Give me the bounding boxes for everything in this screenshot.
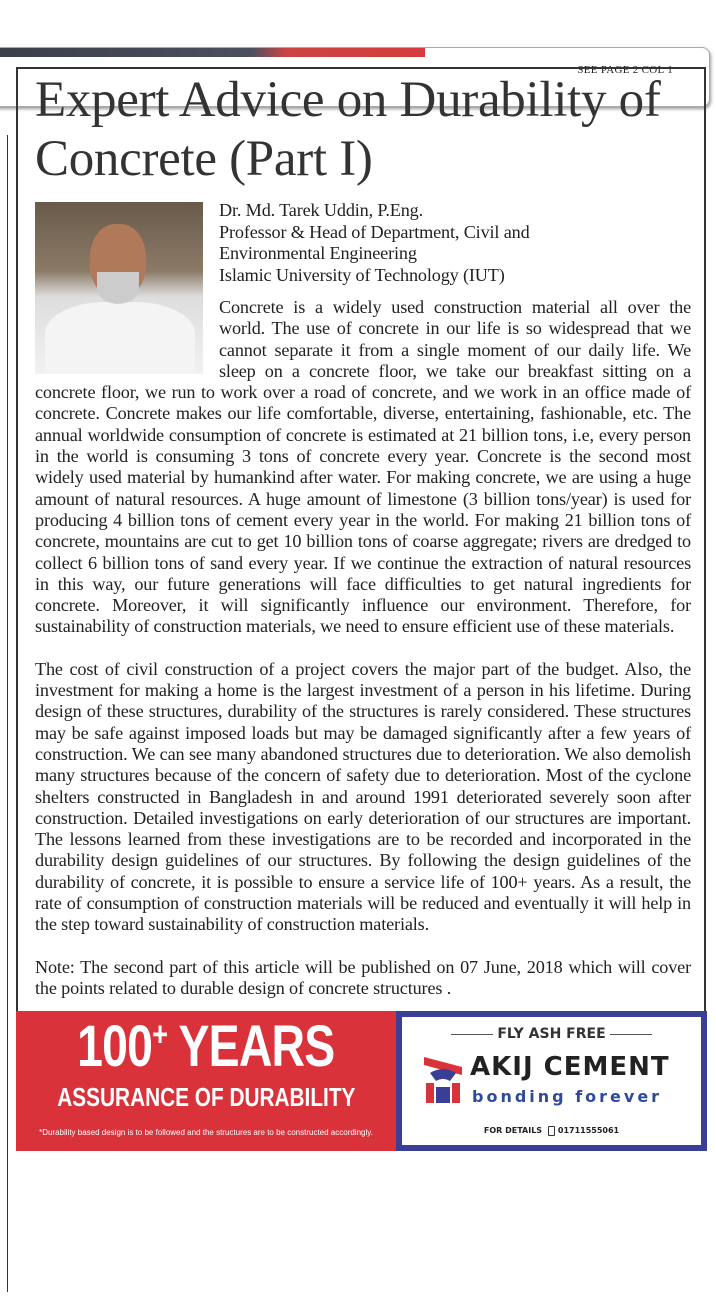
paragraph: Concrete is a widely used construction material all over the world. The use of concrete in our life is so widespread that we cannot separate it from a single moment of our daily life. We sleep on a concrete floor, we take our breakfast sitting on a concrete floor, we run to work over a road of concrete, and we work in an office made of concrete. Concrete makes our life comfortable, diverse, entertaining, fashionable, etc. The annual worldwide consumption of concrete is estimated at 21 billion tons, i.e, every person in the world is consuming 3 tons of concrete every year. Concrete is the second most widely used material by humankind after water. For making concrete, we are using a huge amount of natural resources. A huge amount of limestone (3 billion tons/year) is used for producing 4 billion tons of cement every year in the world. For making 21 billion tons of concrete, mountains are cut to get 10 billion tons of coarse aggregate; rivers are dredged to collect 6 billion tons of sand every year. If we continue the extraction of natural resources in this way, our future generations will face difficulties to get natural ingredients for concrete. Moreover, it will significantly influence our environment. Therefore, for sustainability of construction materials, we need to ensure efficient use of these materials. <box>35 297 691 637</box>
phone-number[interactable]: 01711555061 <box>557 1126 620 1136</box>
article-title: Expert Advice on Durability of Concrete (Part I) <box>35 72 661 187</box>
article-frame <box>16 67 706 1011</box>
note-paragraph: Note: The second part of this article will be published on 07 June, 2018 which will cover the points related to durable design of concrete structures . <box>35 956 691 998</box>
phone-icon <box>548 1126 555 1136</box>
article-column <box>16 67 708 1162</box>
author-name: Dr. Md. Tarek Uddin, P.Eng. <box>219 200 423 220</box>
contact-details <box>402 1125 701 1137</box>
brand-name: AKIJ CEMENT <box>470 1052 670 1083</box>
headline-number: 100 <box>77 1014 153 1080</box>
ad-disclaimer: *Durability based design is to be followed and the structures are to be constructed accordingly. <box>39 1128 373 1138</box>
headline-plus: + <box>152 1015 168 1054</box>
akij-handshake-logo-icon <box>424 1055 462 1105</box>
ad-headline <box>16 1015 396 1079</box>
author-position: Professor & Head of Department, Civil and <box>219 221 530 242</box>
author-photo <box>35 202 203 374</box>
fly-ash-free-label: FLY ASH FREE <box>402 1025 701 1043</box>
details-label: FOR DETAILS <box>483 1126 543 1136</box>
akij-cement-advertisement[interactable] <box>16 1011 707 1151</box>
headline-word: YEARS <box>178 1014 335 1080</box>
brand-tagline: bonding forever <box>472 1087 663 1107</box>
previous-article-photo <box>0 48 425 57</box>
ad-brand-panel <box>396 1011 707 1151</box>
ad-disclaimer-row <box>16 1127 396 1139</box>
column-divider <box>7 135 8 1292</box>
ad-subheadline: ASSURANCE OF DURABILITY <box>56 1082 356 1113</box>
author-department: Environmental Engineering <box>219 243 417 263</box>
author-institution: Islamic University of Technology (IUT) <box>219 264 505 285</box>
see-page-reference: SEE PAGE 2 COL 1 <box>577 64 673 76</box>
ad-red-panel <box>16 1011 396 1151</box>
article-body <box>35 200 691 999</box>
ad-subheadline-row <box>16 1081 396 1113</box>
paragraph: The cost of civil construction of a project covers the major part of the budget. Also, the investment for making a home is the largest investment of a person in his lifetime. During design of these structures, durability of the structures is rarely considered. These structures may be safe against imposed loads but may be damaged significantly after a few years of construction. We can see many abandoned structures due to deterioration. We also demolish many structures because of the concern of safety due to deterioration. Most of the cyclone shelters constructed in Bangladesh in and around 1991 deteriorated severely soon after construction. Detailed investigations on early deterioration of our structures are important. The lessons learned from these investigations are to be recorded and incorporated in the durability design guidelines of our structures. By following the design guidelines of the durability of concrete, it is possible to ensure a service life of 100+ years. As a result, the rate of consumption of construction materials will be reduced and eventually it will help in the step toward sustainability of construction materials. <box>35 658 691 935</box>
